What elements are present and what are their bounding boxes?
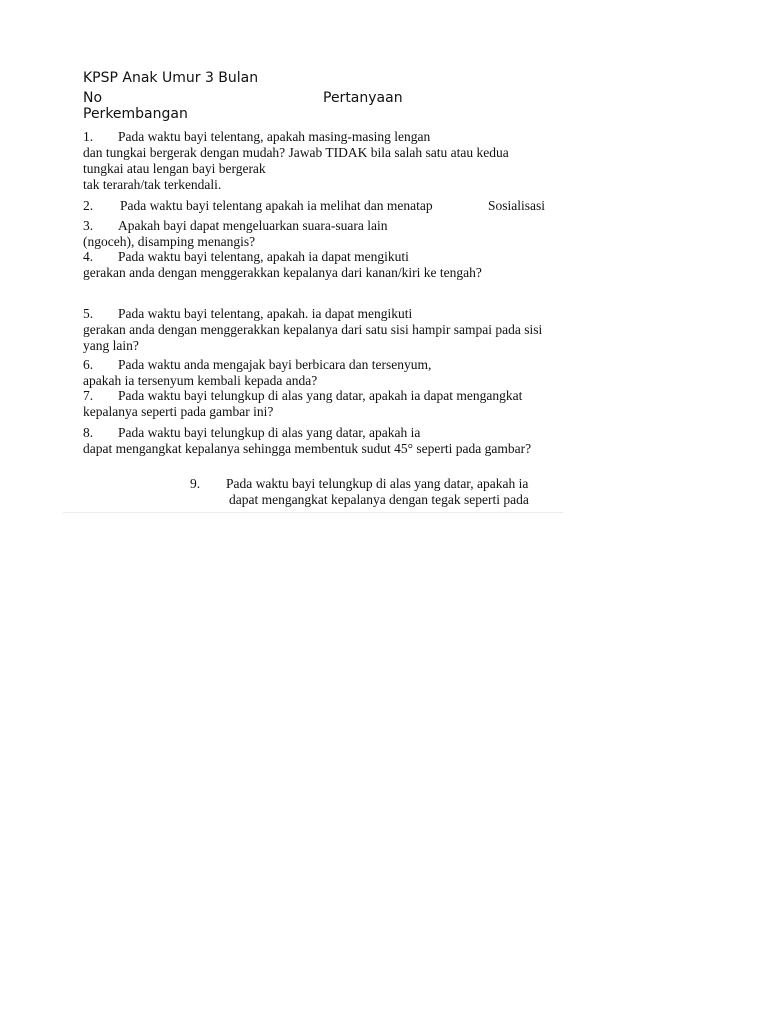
question-7-line-1: Pada waktu bayi telungkup di alas yang datar, apakah ia dapat mengangkat — [118, 388, 523, 403]
question-4-line-1: Pada waktu bayi telentang, apakah ia dapat mengikuti — [118, 249, 409, 264]
question-1-line-3: tungkai atau lengan bayi bergerak — [83, 161, 266, 176]
question-1-line-4: tak terarah/tak terkendali. — [83, 177, 222, 192]
question-3-number: 3. — [83, 218, 94, 233]
question-6-line-1: Pada waktu anda mengajak bayi berbicara dan tersenyum, — [118, 357, 432, 372]
page-bottom-divider — [63, 512, 563, 513]
question-5-line-2: gerakan anda dengan menggerakkan kepalanya dari satu sisi hampir sampai pada sisi — [83, 322, 543, 337]
document-title: KPSP Anak Umur 3 Bulan — [83, 70, 259, 86]
question-2-number: 2. — [83, 198, 94, 213]
question-2-category-clip — [484, 197, 564, 215]
question-9-line-1: Pada waktu bayi telungkup di alas yang datar, apakah ia — [226, 476, 529, 491]
question-1-number: 1. — [83, 129, 94, 144]
question-5-line-3: yang lain? — [83, 338, 139, 353]
question-2-category: Sosialisasi — [488, 198, 546, 213]
question-8-line-2: dapat mengangkat kepalanya sehingga membentuk sudut 45° seperti pada gambar? — [83, 441, 532, 456]
question-8-number: 8. — [83, 425, 94, 440]
header-pertanyaan: Pertanyaan — [323, 90, 403, 106]
question-7-line-2: kepalanya seperti pada gambar ini? — [83, 404, 274, 419]
header-no: No — [83, 90, 103, 106]
question-7-number: 7. — [83, 388, 94, 403]
question-3-line-2: (ngoceh), disamping menangis? — [83, 234, 256, 249]
question-6-number: 6. — [83, 357, 94, 372]
question-5-line-1: Pada waktu bayi telentang, apakah. ia dapat mengikuti — [118, 306, 413, 321]
question-6-line-2: apakah ia tersenyum kembali kepada anda? — [83, 373, 318, 388]
question-9-line-2: dapat mengangkat kepalanya dengan tegak seperti pada — [229, 492, 529, 507]
question-5-number: 5. — [83, 306, 94, 321]
header-perkembangan: Perkembangan — [83, 106, 188, 122]
question-3-line-1: Apakah bayi dapat mengeluarkan suara-suara lain — [118, 218, 388, 233]
question-1-line-1: Pada waktu bayi telentang, apakah masing-masing lengan — [118, 129, 431, 144]
question-1-line-2: dan tungkai bergerak dengan mudah? Jawab TIDAK bila salah satu atau kedua — [83, 145, 509, 160]
question-8-line-1: Pada waktu bayi telungkup di alas yang datar, apakah ia — [118, 425, 421, 440]
question-2-line-1: Pada waktu bayi telentang apakah ia melihat dan menatap — [120, 198, 433, 213]
question-4-line-2: gerakan anda dengan menggerakkan kepalanya dari kanan/kiri ke tengah? — [83, 265, 482, 280]
question-9-number: 9. — [190, 476, 201, 491]
question-4-number: 4. — [83, 249, 94, 264]
